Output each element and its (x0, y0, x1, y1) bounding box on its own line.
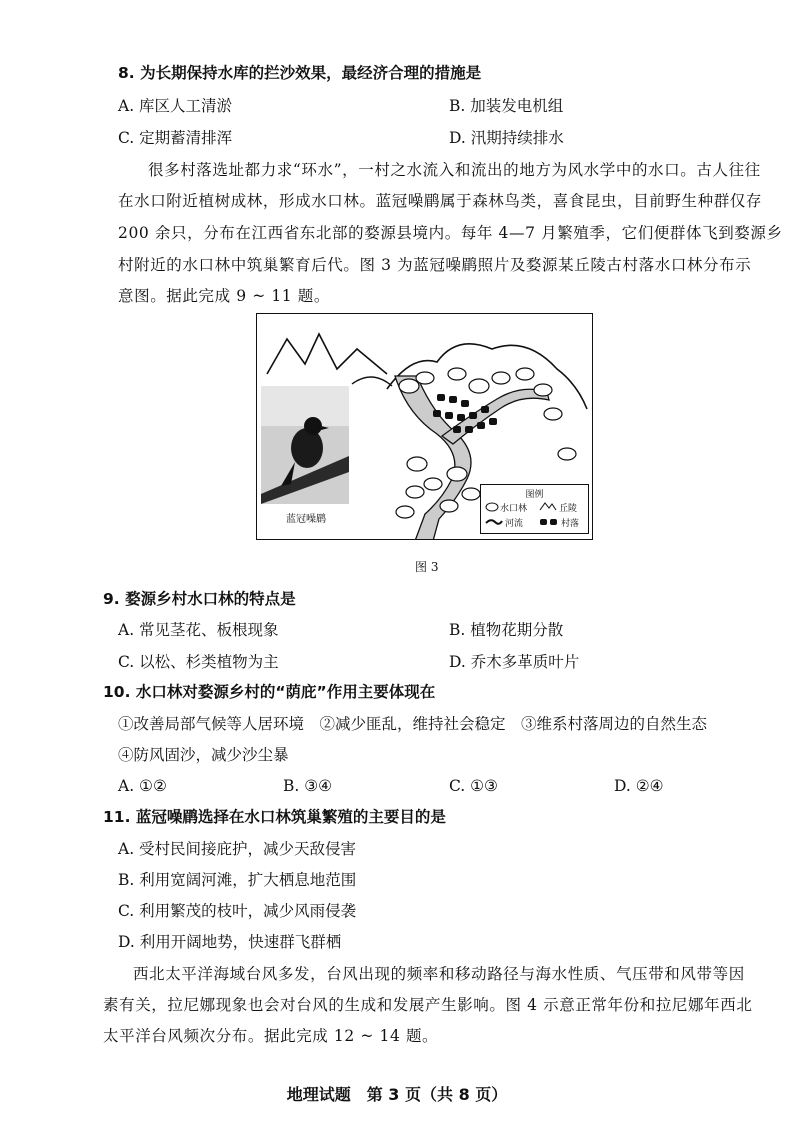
q9-option-d: D. 乔木多革质叶片 (449, 653, 580, 671)
q9-option-b: B. 植物花期分散 (449, 621, 564, 639)
q11-stem: 11. 蓝冠噪鹛选择在水口林筑巢繁殖的主要目的是 (103, 808, 446, 826)
legend-hill-label: 丘陵 (559, 504, 578, 514)
legend-title: 图例 (525, 490, 544, 500)
passage1-line: 村附近的水口林中筑巢繁育后代。图 3 为蓝冠噪鹛照片及婺源某丘陵古村落水口林分布示 (118, 256, 752, 274)
q9-option-a: A. 常见茎花、板根现象 (118, 621, 279, 639)
hill-legend-icon (539, 501, 557, 511)
q8-option-b: B. 加装发电机组 (449, 97, 564, 115)
passage1-line: 200 余只，分布在江西省东北部的婺源县境内。每年 4—7 月繁殖季，它们便群体飞到婺源乡 (118, 224, 783, 242)
q10-option-d: D. ②④ (614, 777, 664, 795)
legend-village-label: 村落 (561, 519, 580, 529)
q8-option-d: D. 汛期持续排水 (449, 129, 564, 147)
figure-3 (256, 313, 593, 540)
hill-outline (267, 334, 387, 374)
passage1-line: 很多村落选址都力求“环水”，一村之水流入和流出的地方为风水学中的水口。古人往往 (148, 161, 761, 179)
q10-option-c: C. ①③ (449, 777, 498, 795)
q11-option-c: C. 利用繁茂的枝叶，减少风雨侵袭 (118, 902, 357, 920)
q10-items: ①改善局部气候等人居环境 ②减少匪乱，维持社会稳定 ③维系村落周边的自然生态 (118, 715, 708, 733)
q11-option-b: B. 利用宽阔河滩，扩大栖息地范围 (118, 871, 357, 889)
passage2-line: 素有关，拉尼娜现象也会对台风的生成和发展产生影响。图 4 示意正常年份和拉尼娜年西北 (103, 996, 753, 1014)
bird-head-shape (304, 417, 322, 435)
hill-outline (352, 377, 392, 386)
passage2-line: 西北太平洋海域台风多发，台风出现的频率和移动路径与海水性质、气压带和风带等因 (133, 965, 745, 983)
page-footer: 地理试题 第 3 页（共 8 页） (286, 1085, 508, 1104)
q11-option-d: D. 利用开阔地势，快速群飞群栖 (118, 933, 342, 951)
q10-option-b: B. ③④ (283, 777, 333, 795)
passage1-line: 在水口附近植树成林，形成水口林。蓝冠噪鹛属于森林鸟类，喜食昆虫，目前野生种群仅存 (118, 192, 763, 210)
bird-body-shape (291, 428, 323, 468)
passage1-line: 意图。据此完成 9 ~ 11 题。 (118, 287, 330, 305)
legend-river-label: 河流 (505, 519, 524, 529)
river-legend-icon (485, 517, 503, 527)
legend-forest-label: 水口林 (500, 504, 528, 514)
village-legend-icon (539, 517, 559, 527)
q8-option-c: C. 定期蓄清排浑 (118, 129, 233, 147)
q10-option-a: A. ①② (118, 777, 167, 795)
bird-photo (261, 386, 349, 504)
q11-option-a: A. 受村民间接庇护，减少天敌侵害 (118, 840, 357, 858)
passage2-line: 太平洋台风频次分布。据此完成 12 ~ 14 题。 (103, 1027, 439, 1045)
q10-stem: 10. 水口林对婺源乡村的“荫庇”作用主要体现在 (103, 683, 436, 701)
q8-option-a: A. 库区人工清淤 (118, 97, 233, 115)
q9-stem: 9. 婺源乡村水口林的特点是 (103, 590, 296, 608)
q9-option-c: C. 以松、杉类植物为主 (118, 653, 279, 671)
forest-legend-icon (485, 502, 499, 512)
map-legend (480, 484, 589, 534)
q8-stem: 8. 为长期保持水库的拦沙效果，最经济合理的措施是 (118, 64, 482, 82)
figure-caption: 图 3 (415, 560, 439, 574)
q10-items: ④防风固沙，减少沙尘暴 (118, 746, 289, 764)
photo-caption: 蓝冠噪鹛 (286, 514, 326, 525)
